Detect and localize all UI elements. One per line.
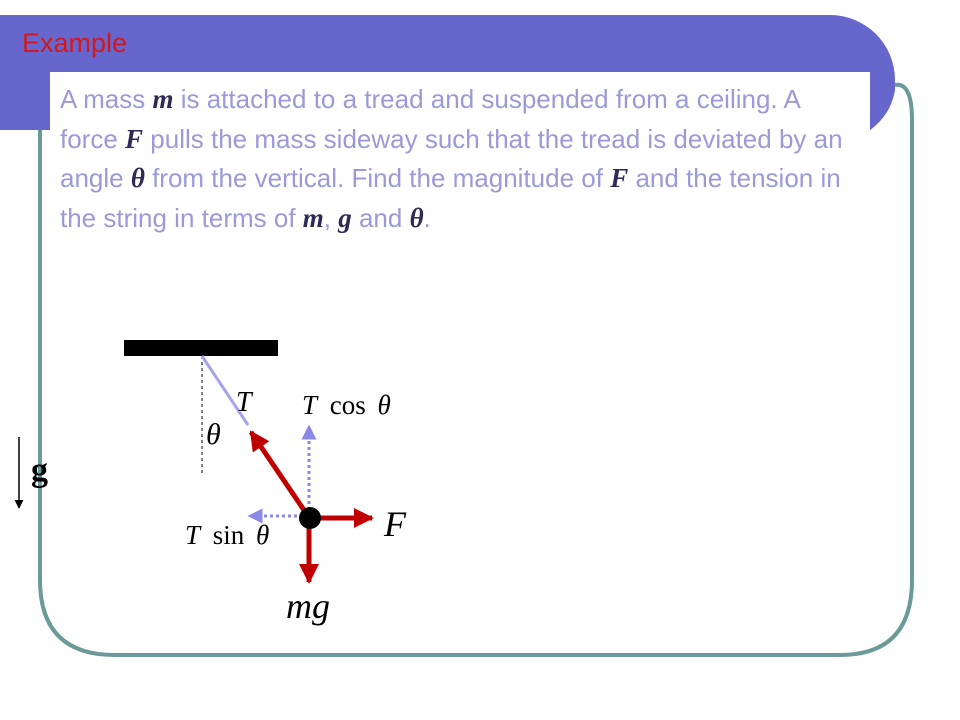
problem-text: A mass bbox=[60, 84, 153, 114]
variable-theta: θ bbox=[130, 163, 145, 193]
variable-F: F bbox=[610, 163, 629, 193]
tension-cos-op: cos bbox=[329, 390, 366, 420]
problem-text: from the vertical. Find the magnitude of bbox=[144, 163, 611, 193]
tension-label: T bbox=[236, 387, 252, 418]
variable-m: m bbox=[152, 84, 174, 114]
problem-text: , bbox=[323, 202, 339, 233]
tension-sin-op: sin bbox=[212, 520, 245, 550]
angle-label: θ bbox=[206, 418, 221, 451]
mass-dot bbox=[299, 507, 321, 529]
problem-text: is attached to a tread and suspended from a ceiling. A force bbox=[60, 84, 800, 154]
tension-cos-T: T bbox=[302, 390, 318, 420]
variable-g: g bbox=[338, 202, 352, 233]
tension-sin-theta: θ bbox=[256, 520, 270, 550]
variable-m: m bbox=[302, 202, 324, 233]
problem-text: and bbox=[351, 202, 410, 233]
gravity-label: g bbox=[31, 452, 48, 489]
tension-cos-theta: θ bbox=[377, 390, 391, 420]
problem-text: and the tension in the string in terms of bbox=[60, 163, 841, 233]
tension-sin-T: T bbox=[185, 520, 201, 550]
tension-arrow bbox=[251, 432, 308, 516]
applied-force-label: F bbox=[384, 504, 406, 544]
variable-F: F bbox=[125, 123, 144, 154]
tension-sin-label bbox=[185, 520, 269, 550]
slide-title: Example bbox=[22, 28, 128, 58]
tension-cos-label bbox=[302, 390, 391, 420]
weight-label: mg bbox=[286, 586, 330, 626]
variable-theta: θ bbox=[409, 202, 424, 233]
ceiling-bar bbox=[124, 340, 278, 356]
problem-text: pulls the mass sideway such that the tread is deviated by an angle bbox=[60, 123, 843, 193]
problem-text: . bbox=[423, 202, 431, 233]
